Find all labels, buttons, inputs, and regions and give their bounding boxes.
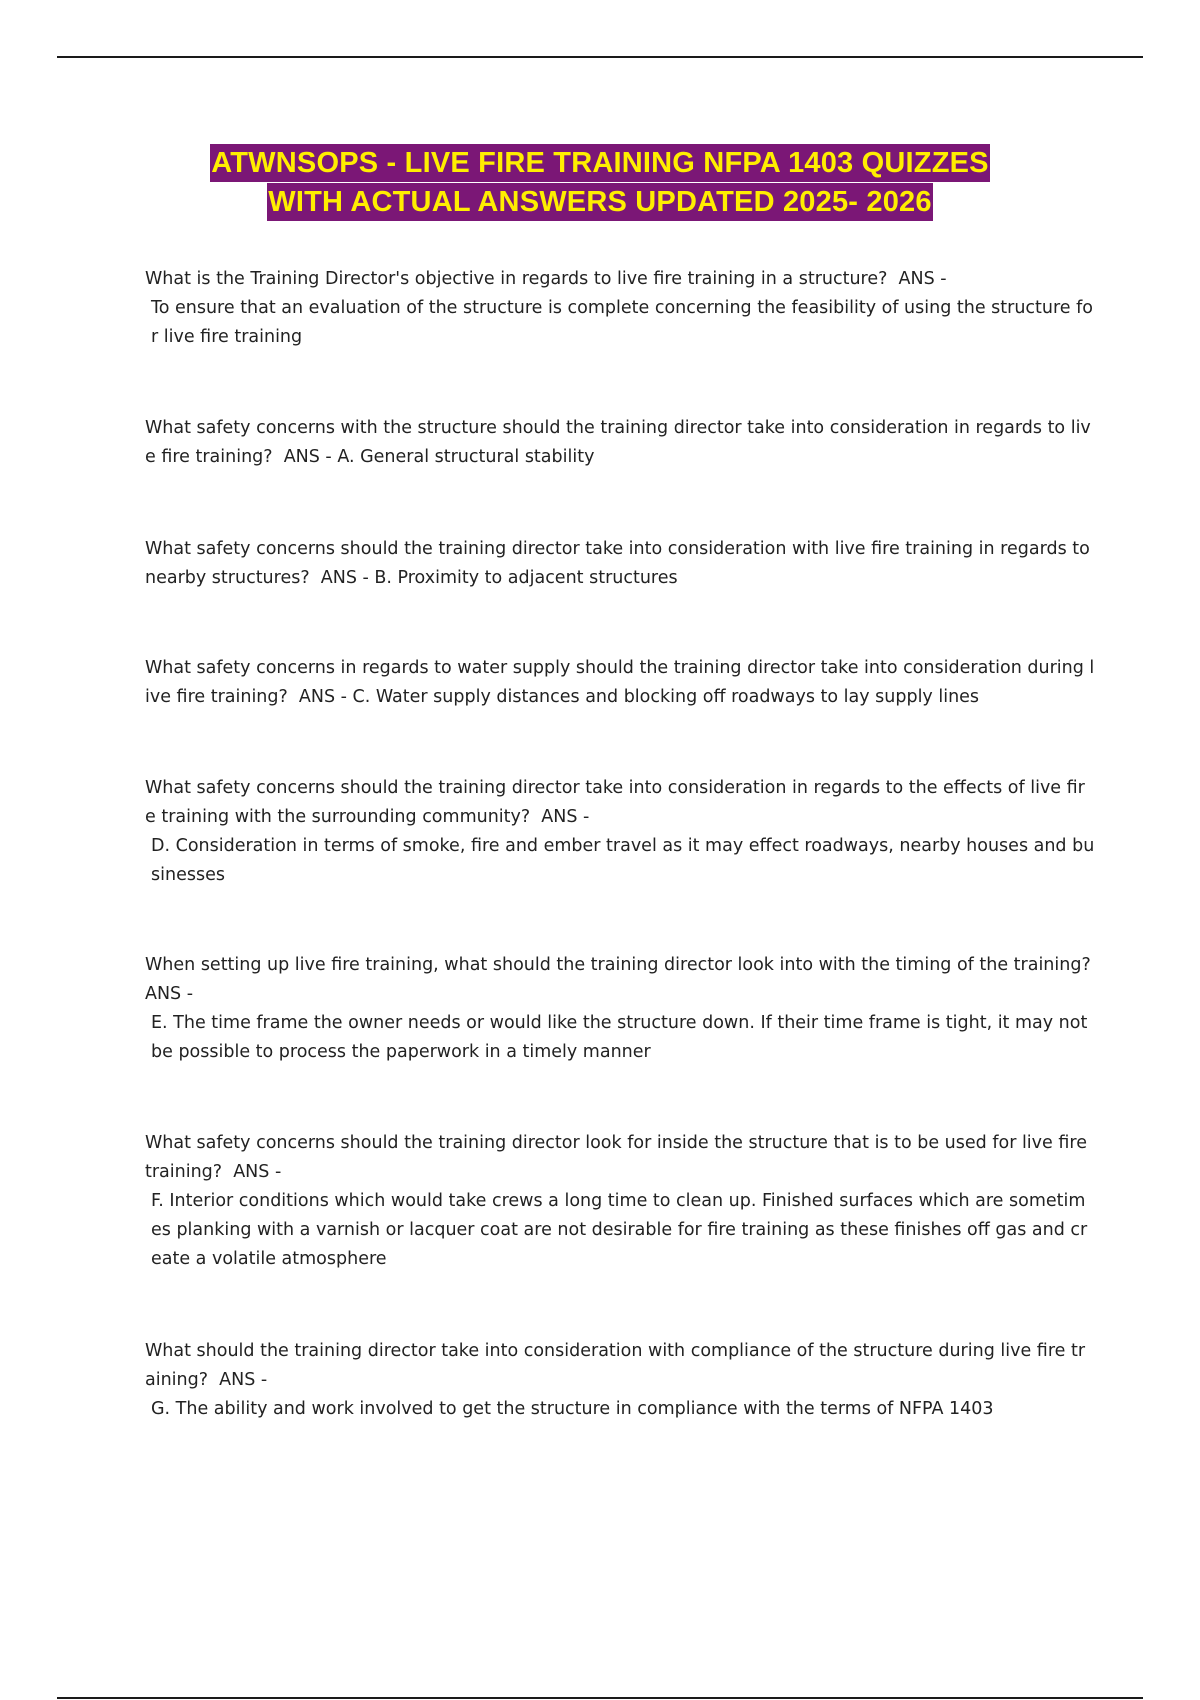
- answer-text: G. The ability and work involved to get the structure in compliance with the terms of NFPA 1403: [151, 1399, 994, 1419]
- qa-item: [145, 535, 1095, 593]
- answer-text: C. Water supply distances and blocking off roadways to lay supply lines: [352, 687, 980, 707]
- question-text: What safety concerns should the training director look for inside the structure that is to be used for live fire training? ANS -: [145, 1133, 1093, 1182]
- qa-item: [145, 654, 1095, 712]
- question-text: When setting up live fire training, what should the training director look into with the timing of the training? ANS -: [145, 955, 1102, 1004]
- answer-text: D. Consideration in terms of smoke, fire and ember travel as it may effect roadways, nearby houses and businesses: [151, 836, 1095, 885]
- qa-item: [145, 414, 1095, 472]
- title-line-2: WITH ACTUAL ANSWERS UPDATED 2025- 2026: [267, 183, 932, 221]
- bottom-rule: [57, 1697, 1143, 1699]
- answer-text: To ensure that an evaluation of the structure is complete concerning the feasibility of using the structure for live fire training: [151, 298, 1094, 347]
- question-text: What should the training director take into consideration with compliance of the structure during live fire training? ANS -: [145, 1341, 1086, 1390]
- top-rule: [57, 56, 1143, 58]
- question-text: What safety concerns in regards to water supply should the training director take into consideration during live fire training? ANS -: [145, 658, 1095, 707]
- title-line-1: ATWNSOPS - LIVE FIRE TRAINING NFPA 1403 QUIZZES: [210, 144, 989, 182]
- question-text: What is the Training Director's objective in regards to live fire training in a structure? ANS -: [145, 269, 947, 289]
- answer-text: F. Interior conditions which would take crews a long time to clean up. Finished surfaces which are sometimes planking with a varnish or lacquer coat are not desirable for fire training as these finishes off gas and create a volatile atmosphere: [151, 1191, 1088, 1269]
- qa-item: [145, 1337, 1095, 1424]
- answer-text: A. General structural stability: [337, 447, 595, 467]
- answer-text: B. Proximity to adjacent structures: [374, 568, 678, 588]
- question-text: What safety concerns should the training director take into consideration with live fire training in regards to nearby structures? ANS -: [145, 539, 1096, 588]
- qa-item: [145, 951, 1102, 1067]
- qa-item: [145, 1129, 1095, 1274]
- answer-text: E. The time frame the owner needs or would like the structure down. If their time frame is tight, it may not be possible to process the paperwork in a timely manner: [151, 1013, 1093, 1062]
- question-text: What safety concerns with the structure should the training director take into consideration in regards to live fire training? ANS -: [145, 418, 1091, 467]
- question-text: What safety concerns should the training director take into consideration in regards to the effects of live fire training with the surrounding community? ANS -: [145, 778, 1085, 827]
- qa-item: [145, 265, 1095, 352]
- document-title: [0, 144, 1200, 222]
- qa-item: [145, 774, 1095, 890]
